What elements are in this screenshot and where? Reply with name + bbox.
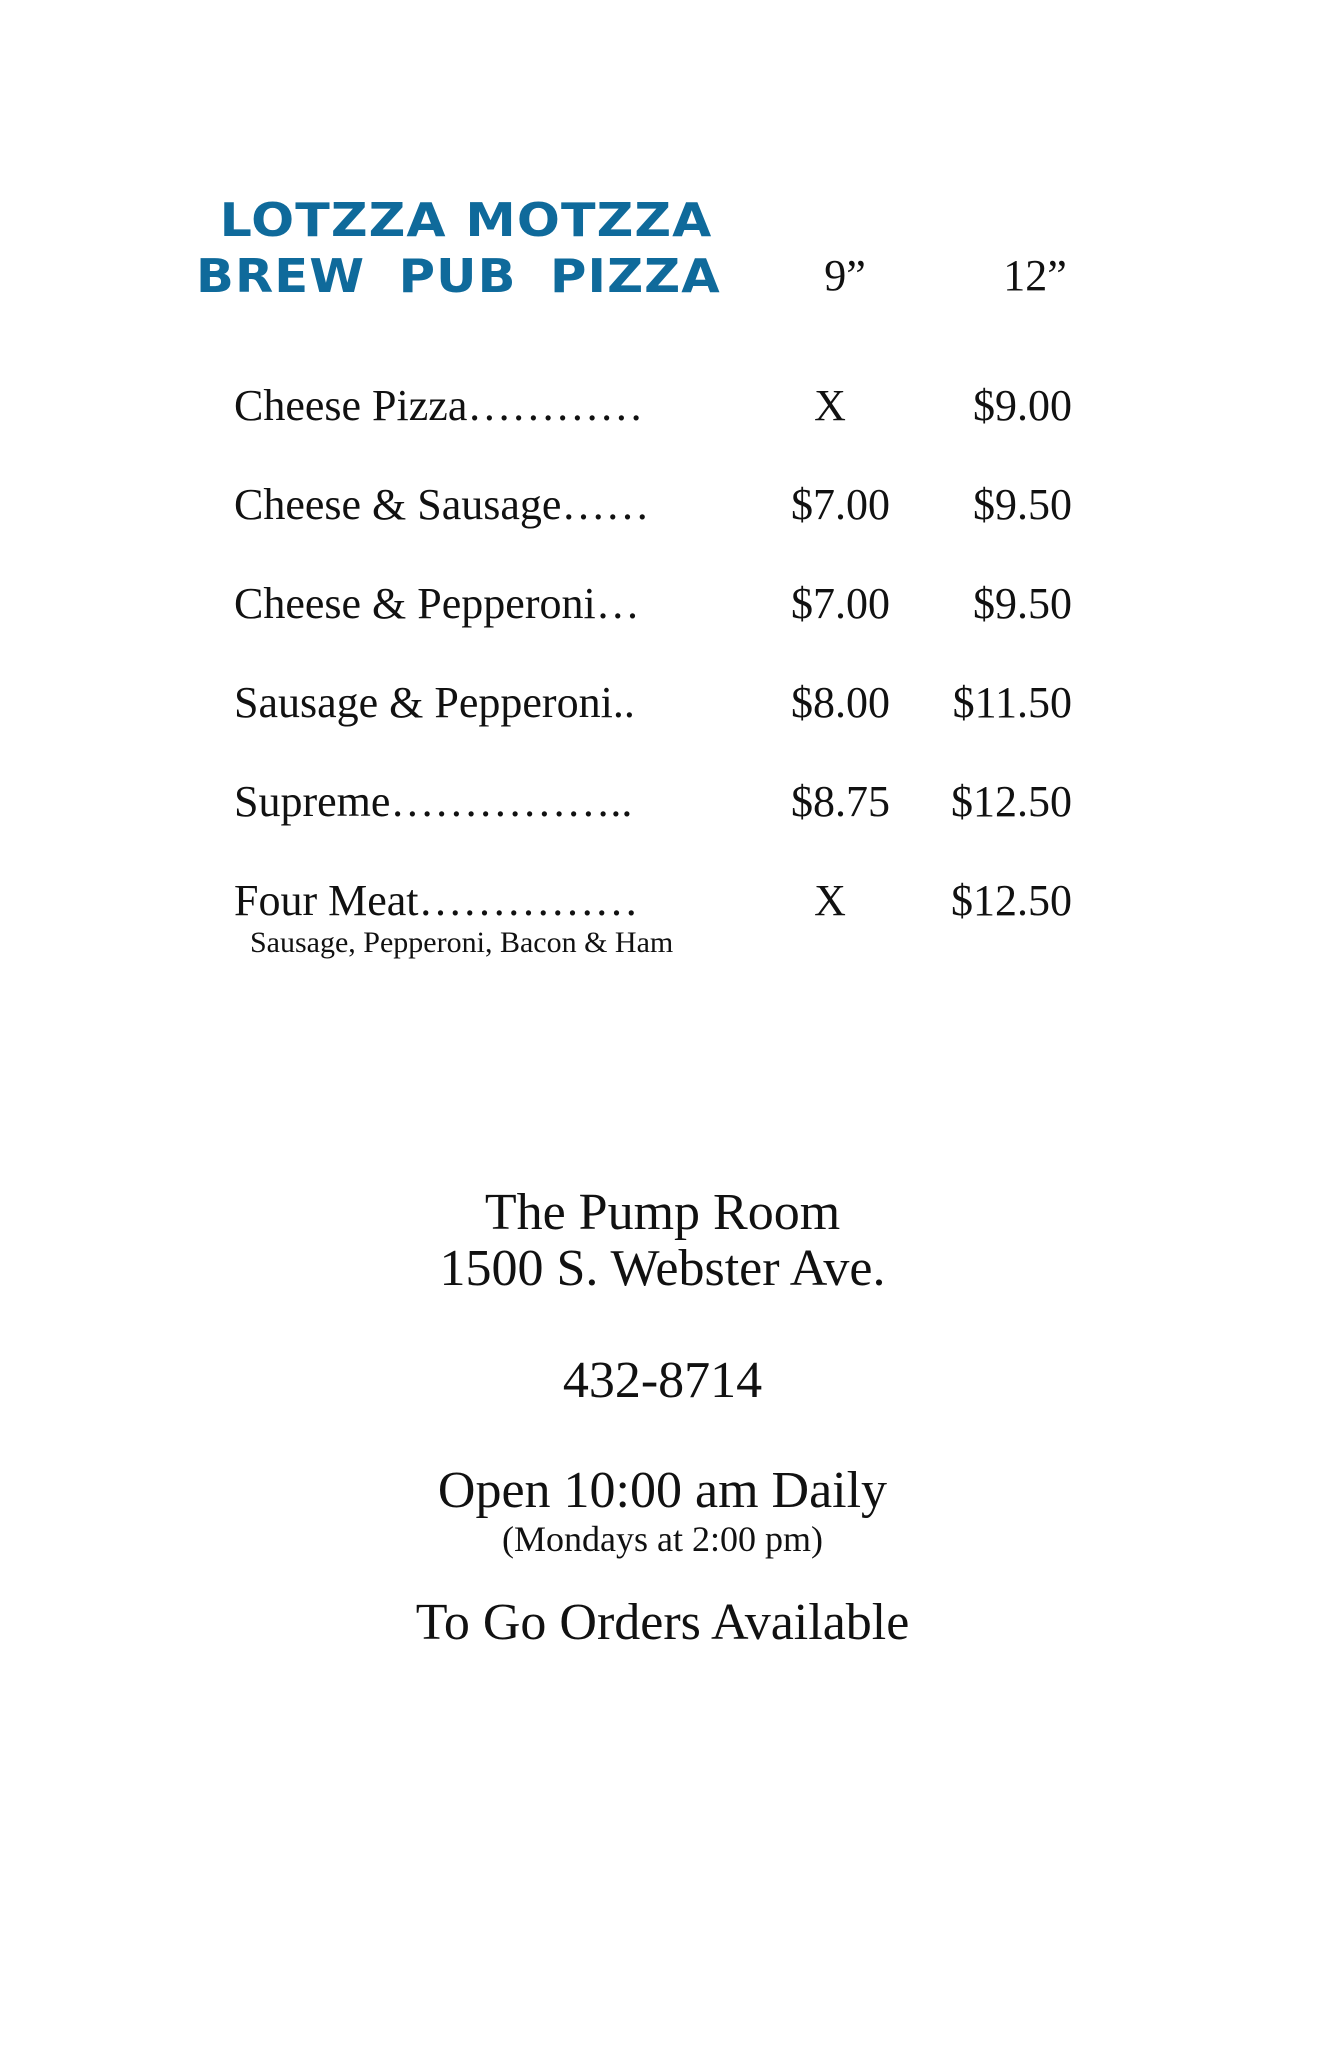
menu-item-name: Cheese & Pepperoni… bbox=[234, 579, 640, 628]
menu-item-name: Sausage & Pepperoni.. bbox=[234, 678, 635, 727]
menu-item-price-9: X bbox=[814, 381, 846, 430]
size-header-12-inch: 12” bbox=[1003, 251, 1067, 300]
menu-item-price-9: $7.00 bbox=[791, 579, 890, 628]
menu-item-description: Sausage, Pepperoni, Bacon & Ham bbox=[250, 926, 674, 959]
menu-item-name: Supreme…………….. bbox=[234, 777, 633, 826]
menu-item-name: Four Meat…………… bbox=[234, 876, 639, 925]
menu-item-price-12: $9.50 bbox=[973, 579, 1072, 628]
menu-item bbox=[0, 475, 1325, 574]
menu-item bbox=[0, 673, 1325, 772]
phone-number: 432-8714 bbox=[562, 1352, 763, 1409]
menu-title-line2: BREW PUB PIZZA bbox=[196, 249, 721, 303]
menu-item-price-12: $11.50 bbox=[952, 678, 1072, 727]
menu-item-name: Cheese Pizza………… bbox=[234, 381, 644, 430]
menu-item bbox=[0, 772, 1325, 871]
opening-hours-note: (Mondays at 2:00 pm) bbox=[502, 1519, 823, 1559]
menu-item bbox=[0, 376, 1325, 475]
menu-item-price-12: $9.50 bbox=[973, 480, 1072, 529]
menu-item-price-9: $7.00 bbox=[791, 480, 890, 529]
size-header-9-inch: 9” bbox=[824, 251, 866, 300]
menu-item-price-9: $8.75 bbox=[791, 777, 890, 826]
to-go-orders: To Go Orders Available bbox=[415, 1594, 910, 1651]
menu-title bbox=[196, 192, 736, 304]
menu-item-price-9: $8.00 bbox=[791, 678, 890, 727]
menu-title-line1: LOTZZA MOTZZA bbox=[219, 193, 713, 247]
venue-address: 1500 S. Webster Ave. bbox=[439, 1240, 886, 1297]
menu-item-name: Cheese & Sausage…… bbox=[234, 480, 650, 529]
menu-item bbox=[0, 574, 1325, 673]
venue-name: The Pump Room bbox=[484, 1184, 841, 1241]
menu-item-price-9: X bbox=[814, 876, 846, 925]
menu-item-price-12: $12.50 bbox=[951, 777, 1072, 826]
menu-item bbox=[0, 871, 1325, 970]
restaurant-info bbox=[0, 1185, 1325, 1651]
menu-item-price-12: $9.00 bbox=[973, 381, 1072, 430]
opening-hours: Open 10:00 am Daily bbox=[437, 1462, 888, 1519]
pizza-menu-list bbox=[0, 376, 1325, 970]
menu-item-price-12: $12.50 bbox=[951, 876, 1072, 925]
